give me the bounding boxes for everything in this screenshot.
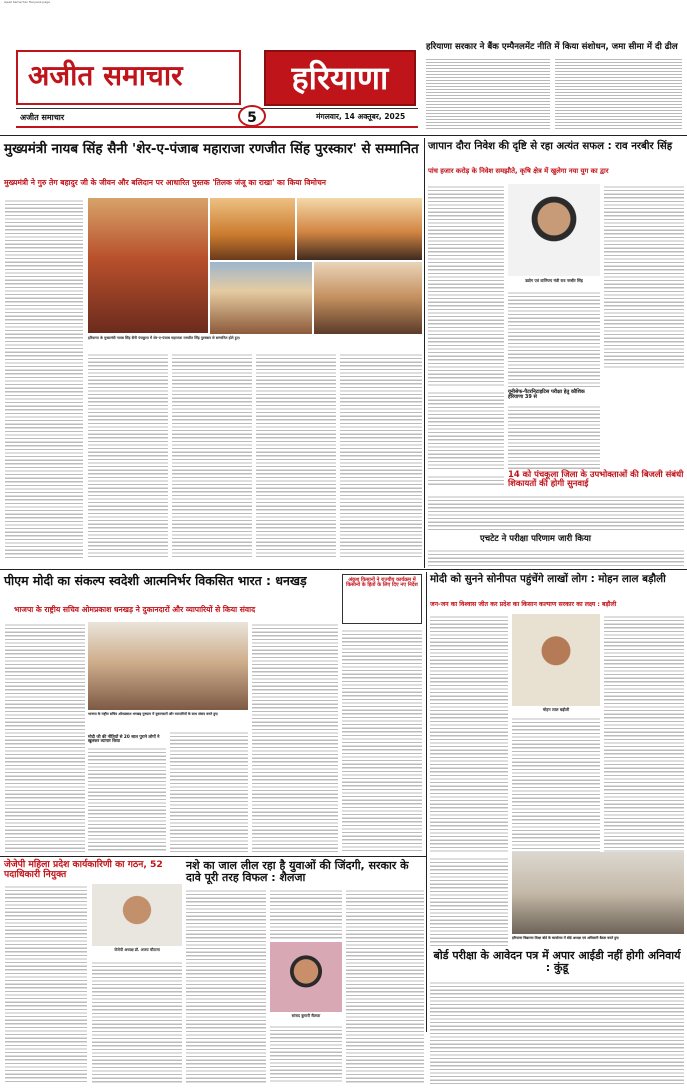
modi-photo [88, 622, 248, 710]
japan-body-1 [428, 184, 504, 388]
lead-body-col3 [172, 352, 252, 558]
masthead-date: मंगलवार, 14 अक्तूबर, 2025 [316, 112, 406, 121]
japan-body-2 [604, 184, 684, 368]
vertical-divider [426, 572, 427, 1032]
drugs-caption: सांसद कुमारी सैलजा [291, 1013, 321, 1018]
power-body-2 [428, 494, 684, 532]
mohan-body-1 [430, 614, 508, 852]
lead-body-col4 [256, 352, 336, 558]
divider [0, 856, 426, 857]
divider [0, 135, 687, 136]
bjp-women-body-2 [92, 960, 182, 1084]
lead-photo-right [297, 198, 422, 260]
japan-body-3 [508, 290, 600, 388]
japan-body-5 [508, 404, 600, 470]
modi-body-3 [170, 730, 248, 852]
divider [0, 569, 687, 570]
drugs-body-1 [186, 888, 266, 1084]
modi-body-2 [88, 746, 166, 852]
japan-photo [508, 184, 600, 276]
drugs-photo [270, 942, 342, 1012]
modi-subhead: भाजपा के राष्ट्रीय सचिव ओमप्रकाश धनखड़ ने दुकानदारों और व्यापारियों से किया संवाद [14, 605, 256, 614]
ad-body [342, 628, 422, 852]
masthead-left-box [16, 50, 241, 105]
mohan-photo [512, 614, 600, 706]
page-number-badge [238, 105, 266, 127]
masthead-left-title: अजीत समाचार [28, 59, 183, 92]
japan-body-4 [428, 390, 504, 470]
japan-caption: उद्योग एवं वाणिज्य मंत्री राव नरबीर सिंह [525, 278, 583, 283]
drugs-headline: नशे का जाल लील रहा है युवाओं की जिंदगी, सरकार के दावे पूरी तरह विफल : शैलजा [186, 859, 409, 884]
ad-box [342, 574, 422, 624]
lead-photo-bottom-left [210, 262, 312, 334]
vertical-divider [424, 138, 425, 568]
masthead [16, 50, 418, 128]
lead-headline: मुख्यमंत्री नायब सिंह सैनी 'शेर-ए-पंजाब महाराजा रणजीत सिंह पुरस्कार' से सम्मानित [4, 141, 419, 157]
lead-photo-top [210, 198, 295, 260]
exam-headline: एचटेट ने परीक्षा परिणाम जारी किया [480, 534, 591, 544]
lead-photo-caption: हरियाणा के मुख्यमंत्री नायब सिंह सैनी पंचकूला में शेर-ए-पंजाब महाराजा रणजीत सिंह पुरस्कार से सम्मानित होते हुए। [88, 336, 241, 340]
mohan-caption: मोहन लाल बड़ौली [542, 707, 570, 712]
print-header: Ajeet Samachar Haryana page [4, 0, 50, 4]
top-right-body-1 [426, 57, 550, 129]
modi-caption: भाजपा के राष्ट्रीय सचिव ओमप्रकाश धनखड़ गुरुग्राम में दुकानदारों और व्यापारियों के साथ संवाद करते हुए। [88, 712, 219, 716]
drugs-body-4 [346, 888, 424, 1084]
drugs-body-2 [270, 888, 342, 940]
power-body-1 [428, 474, 504, 486]
ad-box-text: अंकुश किसानों ने राज्यीय कार्यक्रम में किसानों के हितों के लिए दिए नए निर्देश [346, 577, 418, 589]
mohan-subhead: जन-जन का विश्वास जीत कर प्रदेश का किसान कल्याण सरकार का लक्ष्य : बड़ौली [430, 601, 617, 608]
masthead-brand-title: हरियाणा [291, 59, 389, 97]
japan-headline: जापान दौरा निवेश की दृष्टि से रहा अत्यंत सफल : राव नरबीर सिंह [428, 141, 673, 152]
masthead-sub-left: अजीत समाचार [20, 113, 65, 122]
mohan-body-2 [512, 716, 600, 852]
modi-body-4 [252, 622, 338, 852]
japan-subhead-2: यूनीसेफ-पैटरनिटाइटिस परीक्षा हेतु कौशिक हरियाणा 39 से [508, 389, 585, 401]
bjp-women-caption: जेजेपी अध्यक्ष डॉ. अजय चौटाला [114, 947, 160, 952]
bjp-women-body-1 [5, 884, 87, 1084]
mohan-body-3 [604, 614, 684, 852]
board-body [430, 980, 684, 1084]
top-right-headline: हरियाणा सरकार ने बैंक एम्पैनलमेंट नीति में किया संशोधन, जमा सीमा में दी ढील [426, 42, 678, 52]
drugs-body-3 [270, 1024, 342, 1084]
board-headline: बोर्ड परीक्षा के आवेदन पत्र में अपार आईडी नहीं होगी अनिवार्य : कुंडू [433, 949, 681, 974]
page-number: 5 [247, 110, 257, 126]
exam-body [428, 548, 684, 566]
bjp-women-headline: जेजेपी महिला प्रदेश कार्यकारिणी का गठन, 52 पदाधिकारी नियुक्त [4, 859, 163, 880]
lead-body-col2 [88, 352, 168, 558]
lead-body-col5 [340, 352, 422, 558]
board-caption: हरियाणा विद्यालय शिक्षा बोर्ड के कार्यालय में बोर्ड अध्यक्ष एवं अधिकारी बैठक करते हुए। [512, 936, 620, 940]
japan-subhead: पांच हजार करोड़ के निवेश समझौते, कृषि क्षेत्र में खुलेगा नया युग का द्वार [428, 167, 609, 175]
modi-headline: पीएम मोदी का संकल्प स्वदेशी आत्मनिर्भर विकसित भारत : धनखड़ [4, 573, 307, 588]
lead-body-left [5, 198, 83, 558]
masthead-brand [264, 50, 416, 106]
lead-subhead: मुख्यमंत्री ने गुरु तेग बहादुर जी के जीवन और बलिदान पर आधारित पुस्तक 'तिलक जंजू का राखा' का किया विमोचन [4, 178, 327, 187]
board-photo [512, 852, 684, 934]
lead-photo-main [88, 198, 208, 333]
lead-photo-bottom-right [314, 262, 422, 334]
top-right-body-2 [555, 57, 682, 129]
modi-body-1 [5, 622, 85, 852]
bjp-women-photo [92, 884, 182, 946]
board-body-left [430, 856, 508, 948]
mohan-headline: मोदी को सुनने सोनीपत पहुंचेंगे लाखों लोग : मोहन लाल बड़ौली [430, 573, 666, 585]
modi-subhead-2: मोदी जी की नीतियों से 20 साल पुराने लोगों ने खुलकर व्यापार किया [88, 734, 160, 744]
power-headline-main: 14 को पंचकूला जिला के उपभोक्ताओं की बिजली संबंधी शिकायतों की होगी सुनवाई [508, 469, 684, 488]
